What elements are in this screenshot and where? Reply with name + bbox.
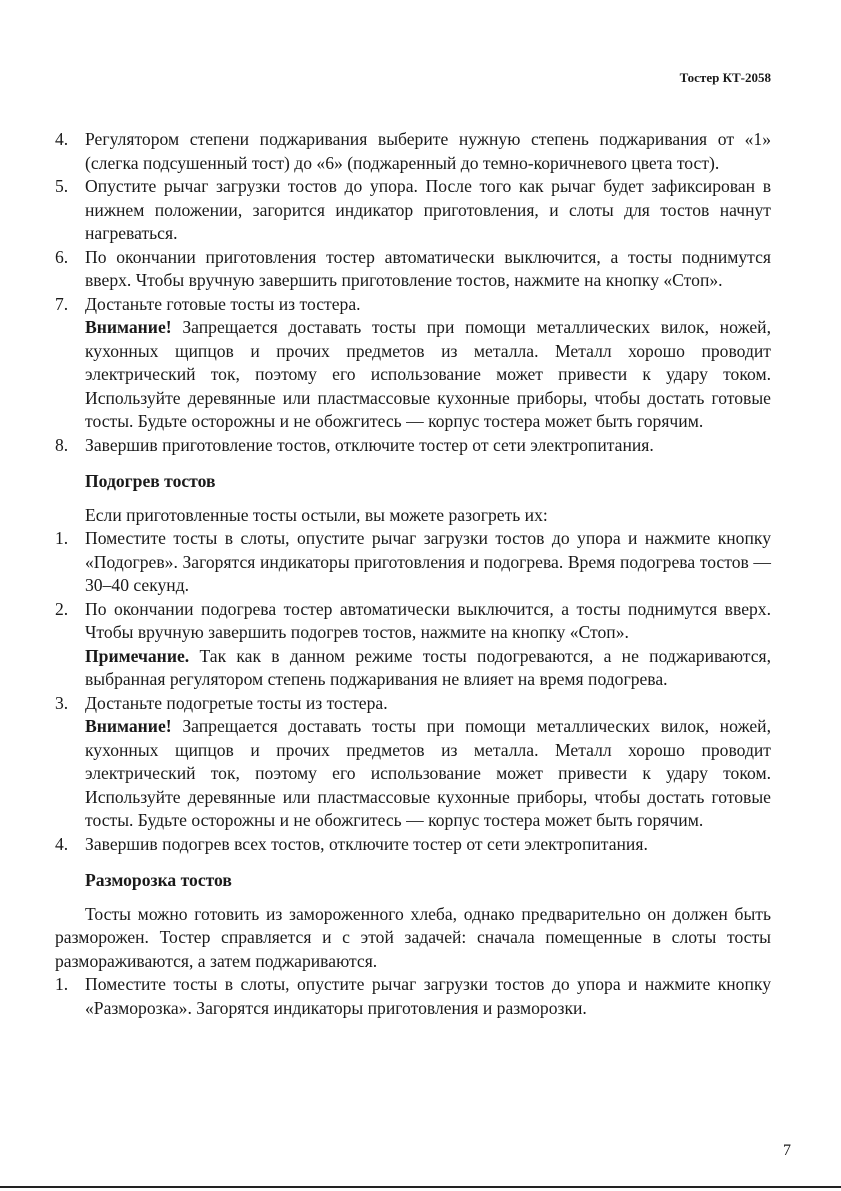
list-text: Достаньте готовые тосты из тостера. [85, 293, 361, 314]
list-item [55, 692, 771, 716]
list-number: 3. [55, 692, 69, 713]
note-label: Примечание. [85, 645, 190, 666]
list-item [55, 293, 771, 317]
warning-label: Внимание! [85, 317, 172, 337]
list-number: 1. [55, 528, 69, 548]
list-item [55, 833, 771, 857]
list-item [55, 973, 771, 1020]
list-item [55, 598, 771, 645]
section-heading-reheat: Подогрев тостов [85, 471, 216, 491]
list-text: Поместите тосты в слоты, опустите рычаг загрузки тостов до упора и нажмите кнопку «Разморозка». Загорятся индикаторы приготовления и разморозки. [85, 974, 771, 1018]
note-paragraph [55, 645, 771, 692]
list-text: Завершив подогрев всех тостов, отключите тостер от сети электропитания. [85, 833, 648, 854]
list-item [55, 527, 771, 598]
list-item [55, 175, 771, 246]
list-number: 5. [55, 176, 69, 196]
warning-text: Запрещается доставать тосты при помощи металлических вилок, ножей, кухонных щипцов и прочих предметов из металла. Металл хорошо проводит электрический ток, поэтому его использование может привести к удару током. Используйте деревянные или пластмассовые кухонные приборы, чтобы достать готовые тосты. Будьте осторожны и не обожгитесь — корпус тостера может быть горячим. [85, 317, 771, 431]
list-number: 6. [55, 246, 69, 267]
note-text: Так как в данном режиме тосты подогреваются, а не поджариваются, выбранная регулятором степень поджаривания не влияет на время подогрева. [85, 645, 771, 689]
list-text: Завершив приготовление тостов, отключите тостер от сети электропитания. [85, 434, 654, 455]
list-text: По окончании приготовления тостер автоматически выключится, а тосты поднимутся вверх. Чтобы вручную завершить приготовление тостов, нажмите на кнопку «Стоп». [85, 246, 771, 290]
list-number: 2. [55, 598, 69, 619]
list-item [55, 246, 771, 293]
list-number: 4. [55, 129, 69, 149]
warning-paragraph [55, 316, 771, 434]
warning-text: Запрещается доставать тосты при помощи металлических вилок, ножей, кухонных щипцов и прочих предметов из металла. Металл хорошо проводит электрический ток, поэтому его использование может привести к удару током. Используйте деревянные или пластмассовые кухонные приборы, чтобы достать готовые тосты. Будьте осторожны и не обожгитесь — корпус тостера может быть горячим. [85, 716, 771, 830]
page-content [55, 128, 771, 1020]
list-text: Достаньте подогретые тосты из тостера. [85, 692, 388, 713]
section-intro: Если приготовленные тосты остыли, вы можете разогреть их: [85, 504, 548, 525]
running-header: Тостер КТ-2058 [679, 70, 771, 85]
list-number: 4. [55, 833, 69, 854]
list-text: По окончании подогрева тостер автоматически выключится, а тосты поднимутся вверх. Чтобы вручную завершить подогрев тостов, нажмите на кнопку «Стоп». [85, 598, 771, 642]
page-number: 7 [783, 1142, 791, 1159]
list-text: Опустите рычаг загрузки тостов до упора. После того как рычаг будет зафиксирован в нижнем положении, загорится индикатор приготовления, и слоты для тостов начнут нагреваться. [85, 176, 771, 243]
section-intro: Тосты можно готовить из замороженного хлеба, однако предварительно он должен быть разморожен. Тостер справляется и с этой задачей: сначала помещенные в слоты тосты размораживаются, а затем поджариваются. [55, 903, 771, 971]
list-text: Поместите тосты в слоты, опустите рычаг загрузки тостов до упора и нажмите кнопку «Подогрев». Загорятся индикаторы приготовления и подогрева. Время подогрева тостов — 30–40 секунд. [85, 528, 771, 595]
page-bottom-rule [0, 1186, 841, 1188]
list-item [55, 434, 771, 458]
list-item [55, 128, 771, 175]
section-heading-defrost: Разморозка тостов [85, 870, 232, 890]
list-number: 1. [55, 974, 69, 994]
list-number: 7. [55, 293, 69, 314]
warning-paragraph [55, 715, 771, 833]
list-number: 8. [55, 434, 69, 455]
list-text: Регулятором степени поджаривания выберите нужную степень поджаривания от «1» (слегка подсушенный тост) до «6» (поджаренный до темно-коричневого цвета тост). [85, 129, 771, 173]
warning-label: Внимание! [85, 716, 172, 736]
